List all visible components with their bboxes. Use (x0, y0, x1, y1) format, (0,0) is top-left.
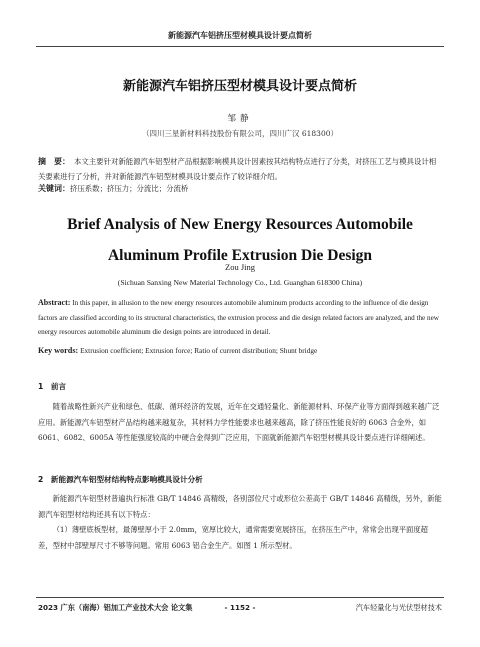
chinese-author: 邹静 (227, 114, 253, 124)
english-affiliation: (Sichuan Sanxing New Material Technology Co., Ltd. Guanghan 618300 China) (117, 278, 363, 287)
chinese-abstract (38, 154, 442, 184)
chinese-keywords-text: 挤压系数；挤压力；分流比；分流桥 (70, 184, 189, 193)
english-author: Zou Jing (225, 262, 255, 272)
chinese-abstract-label: 摘 要： (38, 157, 70, 166)
chinese-title: 新能源汽车铝挤压型材模具设计要点简析 (122, 79, 357, 94)
section-2-paragraph-1: 新能源汽车铝型材普遍执行标准 GB/T 14846 高精级，各别部位尺寸或形位公差高于 GB/T 14846 高精级，另外，新能源汽车铝型材结构还具有以下特点： (38, 494, 442, 519)
section-2-paragraph-2: （1）薄壁底板型材，最薄壁厚小于 2.0mm，宽厚比较大，通常需要宽展挤压，在挤压生产中，常常会出现平面度超差，型材中部壁厚尺寸不够等问题。常用 6063 铝合金生产。如图 1 所示型材。 (38, 525, 428, 550)
section-1-body: 随着战略性新兴产业和绿色、低碳、循环经济的发展，近年在交通轻量化、新能源材料、环保产业等方面得到越来越广泛应用。新能源汽车铝型材产品结构越来越复杂，其材料力学性能要求也越来越高，除了挤压性能良好的 6063 合金外，如 6061、6082、6005A 等性能强度较高的中硬合金得到广泛应用，下面就新能源汽车铝型材模具设计要点进行详细阐述。 (38, 402, 440, 442)
chinese-keywords-label: 关键词： (38, 184, 70, 193)
english-abstract (38, 296, 442, 340)
page-number: - 1152 - (224, 603, 256, 612)
english-title: Brief Analysis of New Energy Resources Automobile Aluminum Profile Extrusion Die Design (67, 216, 413, 264)
footer-rule (36, 597, 444, 598)
chinese-affiliation: （四川三星新材料科技股份有限公司，四川广汉 618300） (141, 129, 338, 138)
chinese-keywords (38, 183, 442, 194)
english-abstract-label: Abstract: (38, 298, 71, 307)
english-keywords-label: Key words: (38, 346, 79, 355)
header-rule (36, 46, 444, 47)
section-1-heading: 1 前言 (38, 382, 67, 391)
footer-proceedings: 2023 广东（南海）铝加工产业技术大会 论文集 (38, 603, 193, 612)
english-keywords (38, 346, 442, 355)
english-abstract-text: In this paper, in allusion to the new energy resources automobile aluminum products according to the influence of die design factors are classified according to its structural characteristics, the extrusion process and die design related factors are analyzed, and the new energy resources automobile aluminum die design points are introduced in detail. (38, 299, 439, 336)
running-header: 新能源汽车铝挤压型材模具设计要点简析 (168, 31, 312, 40)
section-2-heading: 2 新能源汽车铝型材结构特点影响模具设计分析 (38, 475, 203, 484)
footer-section: 汽车轻量化与光伏型材技术 (355, 603, 442, 612)
english-keywords-text: Extrusion coefficient; Extrusion force; Ratio of current distribution; Shunt bridge (78, 346, 318, 355)
chinese-abstract-text: 本文主要针对新能源汽车铝型材产品根据影响模具设计因素按其结构特点进行了分类，对挤压工艺与模具设计相关要素进行了分析，并对新能源汽车铝型材模具设计要点作了较详细介绍。 (38, 157, 437, 181)
